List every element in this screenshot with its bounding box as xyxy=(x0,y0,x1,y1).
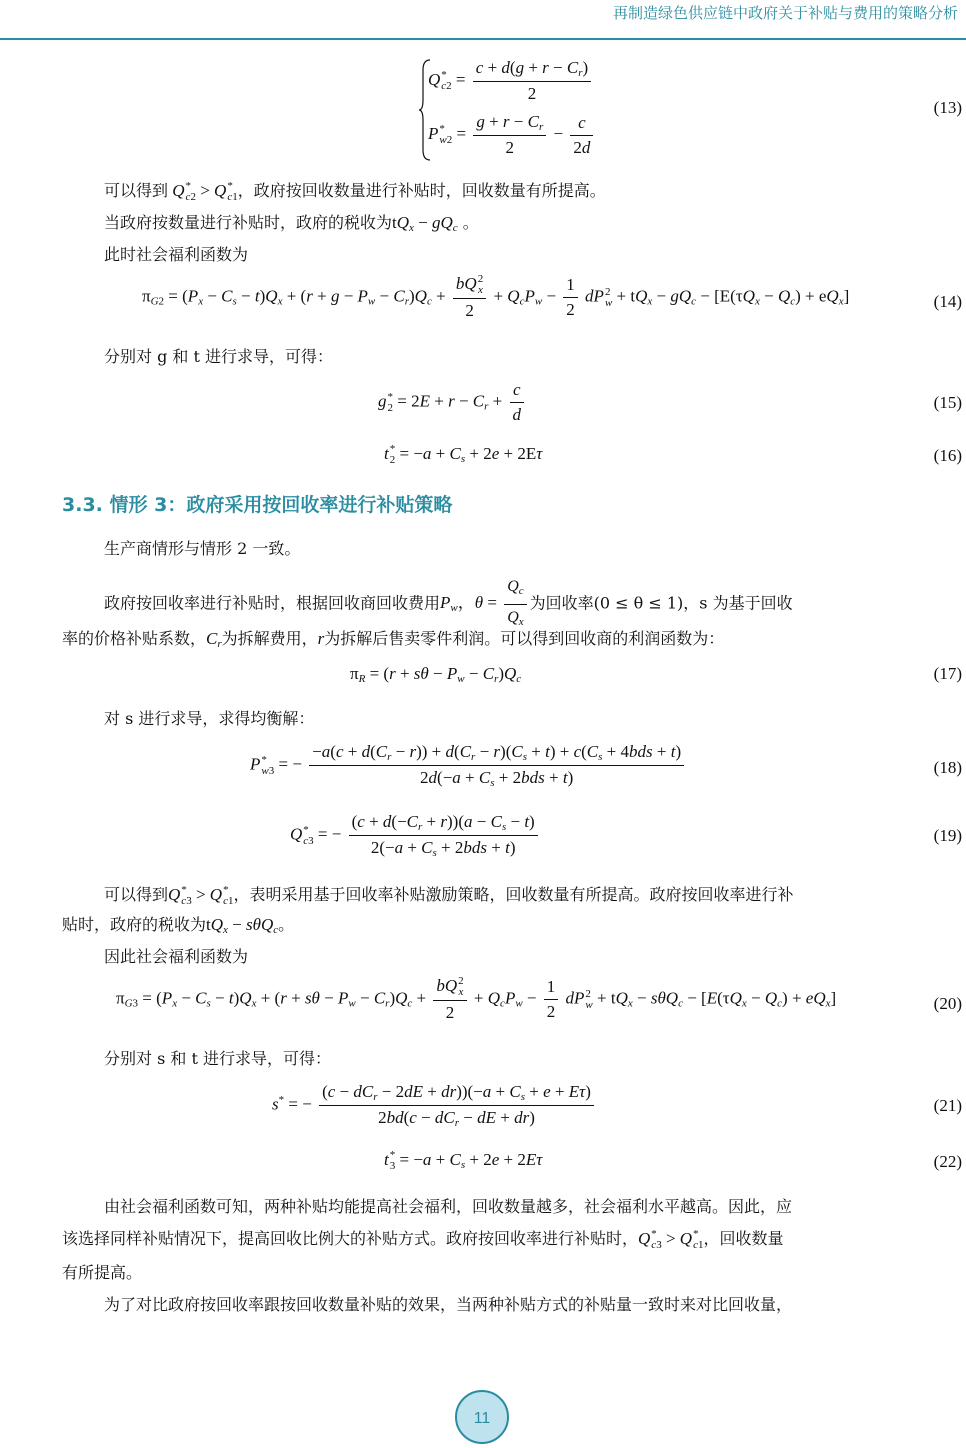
paragraph-continued: 贴时，政府的税收为$tQ_x - s\theta Q_c$。 xyxy=(62,915,295,936)
equation-number: (16) xyxy=(933,446,962,465)
paragraph: 生产商情形与情形 2 一致。 xyxy=(104,539,301,558)
header-divider xyxy=(0,38,966,40)
paragraph-continued: 有所提高。 xyxy=(62,1263,143,1282)
paragraph: 此时社会福利函数为 xyxy=(104,245,249,264)
equation-17: $\pi_R = (r + s\theta - P_w - C_r)Q_c$ xyxy=(350,664,522,685)
equation-number: (19) xyxy=(933,826,962,845)
equation-21: s* = − $\frac{(c - dC_r - 2dE + dr))(-a + C_s + e + E\tau)}{2bd(c - dC_r - dE + dr)}$ xyxy=(272,1082,597,1129)
section-heading: 3.3. 情形 3：政府采用按回收率进行补贴策略 xyxy=(62,494,453,516)
paragraph: 分别对 g 和 t 进行求导，可得： xyxy=(104,347,334,366)
equation-number: (14) xyxy=(933,292,962,311)
equation-number: (13) xyxy=(933,98,962,117)
equation-20: $\pi_{G3} = (P_x - C_s - t)Q_x + (r + s\theta - P_w - C_r)Q_c$ + bQ 2 x 2 + $Q_cP_w$ − $\frac{1}{2}$ dP 2 w + $tQ_x - s\theta Q_c - [E(\tau Q_x - Q_c) + eQ_x]$ xyxy=(116,975,837,1023)
equation-19: Q * c3 = − $\frac{(c + d(-C_r + r))(a - C_s - t)}{2(-a + C_s + 2bds + t)}$ xyxy=(290,812,541,859)
paragraph: 可以得到Q * c3 > Q * c1 ，表明采用基于回收率补贴激励策略，回收数量有所提高。政府按回收率进行补 xyxy=(104,884,794,908)
equation-22: t * 3 = $-a + C_s + 2e + 2E\tau$ xyxy=(384,1149,543,1173)
paragraph: 当政府按数量进行补贴时，政府的税收为$tQ_x - gQ_c$ 。 xyxy=(104,213,479,234)
running-header: 再制造绿色供应链中政府关于补贴与费用的策略分析 xyxy=(612,4,958,22)
equation-number: (21) xyxy=(933,1096,962,1115)
equation-number: (20) xyxy=(933,994,962,1013)
equation-number: (18) xyxy=(933,758,962,777)
paragraph-continued: 该选择同样补贴情况下，提高回收比例大的补贴方式。政府按回收率进行补贴时，Q * c3 > Q * c1 ，回收数量 xyxy=(62,1228,784,1252)
equation-number: (17) xyxy=(933,664,962,683)
paragraph: 对 s 进行求导，求得均衡解： xyxy=(104,709,315,728)
paragraph-continued: 率的价格补贴系数，$C_r$为拆解费用，r为拆解后售卖零件利润。可以得到回收商的利润函数为： xyxy=(62,629,725,650)
paragraph: 由社会福利函数可知，两种补贴均能提高社会福利，回收数量越多，社会福利水平越高。因此，应 xyxy=(104,1197,793,1216)
equation-number: (22) xyxy=(933,1152,962,1171)
equation-13 xyxy=(418,58,618,162)
equation-13-line-1: Q * c2 = $\frac{c + d(g + r - C_r)}{2}$ xyxy=(428,58,594,104)
page-number: 11 xyxy=(455,1390,509,1444)
paragraph: 因此社会福利函数为 xyxy=(104,947,249,966)
paragraph: 可以得到 Q * c2 > Q * c1 ，政府按回收数量进行补贴时，回收数量有所提高。 xyxy=(104,180,606,204)
paragraph: 分别对 s 和 t 进行求导，可得： xyxy=(104,1049,331,1068)
equation-15: g * 2 = $2E + r - C_r$ + $\frac{c}{d}$ xyxy=(378,380,527,425)
equation-14: $\pi_{G2} = (P_x - C_s - t)Q_x + (r + g - P_w - C_r)Q_c$ + bQ 2 x 2 + $Q_cP_w$ − $\frac{1}{2}$ dP 2 w + $tQ_x - gQ_c - [E(\tau Q_x - Q_c) + eQ_x]$ xyxy=(142,273,850,321)
paragraph: 为了对比政府按回收率跟按回收数量补贴的效果，当两种补贴方式的补贴量一致时来对比回收量， xyxy=(104,1295,793,1314)
equation-number: (15) xyxy=(933,393,962,412)
equation-18: P * w3 = − $\frac{-a(c + d(C_r - r)) + d(C_r - r)(C_s + t) + c(C_s + 4bds + t)}{2d(-a + C_s + 2bds + t)}$ xyxy=(250,742,687,789)
equation-16: t * 2 = $-a + C_s + 2e + 2E\tau$ xyxy=(384,443,543,467)
equation-13-line-2: P * w2 = $\frac{g + r - C_r}{2}$ − $\frac{c}{2d}$ xyxy=(428,112,596,158)
paragraph: 政府按回收率进行补贴时，根据回收商回收费用$P_w$，θ = $\frac{Q_c}{Q_x}$ 为回收率(0 ≤ θ ≤ 1)，s 为基于回收 xyxy=(104,576,793,633)
